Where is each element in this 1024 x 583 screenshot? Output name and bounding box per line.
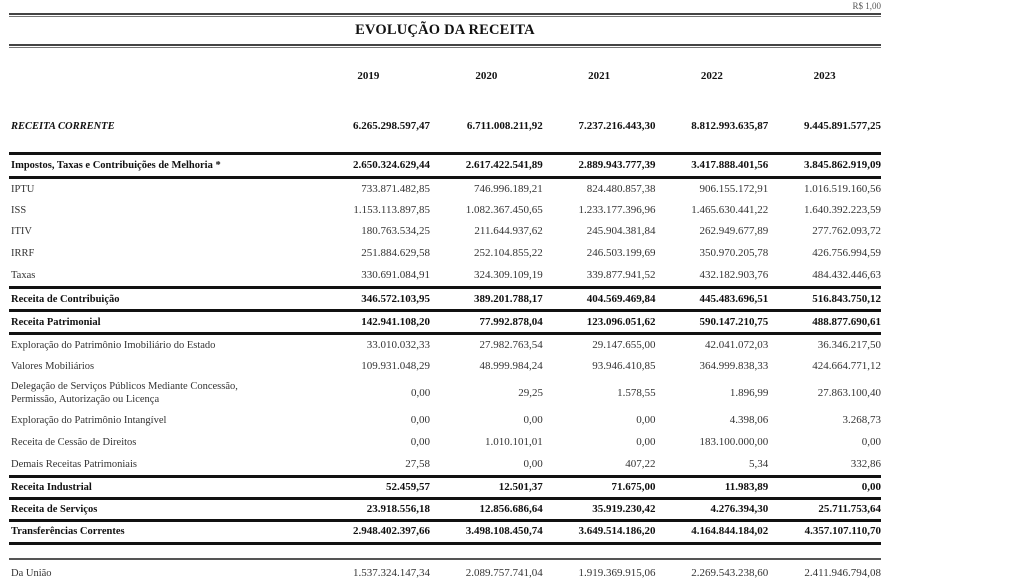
table-row-impostos: Impostos, Taxas e Contribuições de Melhoria * 2.650.324.629,44 2.617.422.541,89 2.889.943.777,39 3.417.888.401,56 3.845.862.919,09 [11, 159, 882, 171]
table-row-da-uniao: Da União 1.537.324.147,34 2.089.757.741,04 1.919.369.915,06 2.269.543.238,60 2.411.946.794,08 [11, 567, 882, 579]
row-label: IRRF [11, 247, 35, 259]
row-label: Receita de Serviços [11, 503, 98, 515]
table-row-receita-patrimonial: Receita Patrimonial 142.941.108,20 77.992.878,04 123.096.051,62 590.147.210,75 488.877.690,61 [11, 316, 882, 328]
row-label: Exploração do Patrimônio Intangível [11, 414, 167, 426]
table-row-irrf: IRRF 251.884.629,58 252.104.855,22 246.503.199,69 350.970.205,78 426.756.994,59 [11, 247, 882, 259]
section-rule [9, 542, 881, 545]
year-header: 2019 [357, 70, 380, 82]
table-row-itiv: ITIV 180.763.534,25 211.644.937,62 245.904.381,84 262.949.677,89 277.762.093,72 [11, 225, 882, 237]
row-label: Delegação de Serviços Públicos Mediante Concessão, Permissão, Autorização ou Licença [11, 381, 238, 405]
row-label: Exploração do Patrimônio Imobiliário do Estado [11, 339, 216, 351]
year-header: 2022 [700, 70, 723, 82]
year-header: 2021 [588, 70, 611, 82]
section-rule [9, 558, 881, 560]
title-double-rule [9, 44, 881, 48]
row-label: Da União [11, 567, 52, 579]
row-label: Receita Industrial [11, 481, 92, 493]
year-header-row [9, 66, 881, 86]
table-row-receita-corrente: RECEITA CORRENTE 6.265.298.597,47 6.711.008.211,92 7.237.216.443,30 8.812.993.635,87 9.445.891.577,25 [11, 120, 882, 132]
row-label: Impostos, Taxas e Contribuições de Melhoria * [11, 159, 221, 171]
table-title: EVOLUÇÃO DA RECEITA [355, 22, 535, 38]
row-label: ITIV [11, 225, 32, 237]
table-row-demais-receitas: Demais Receitas Patrimoniais 27,58 0,00 407,22 5,34 332,86 [11, 458, 882, 470]
row-label: Receita de Cessão de Direitos [11, 436, 137, 448]
table-row-iptu: IPTU 733.871.482,85 746.996.189,21 824.480.857,38 906.155.172,91 1.016.519.160,56 [11, 183, 882, 195]
row-label: Receita de Contribuição [11, 293, 120, 305]
table-row-receita-contribuicao: Receita de Contribuição 346.572.103,95 389.201.788,17 404.569.469,84 445.483.696,51 516.843.750,12 [11, 293, 882, 305]
top-double-rule [9, 13, 881, 17]
row-label: Valores Mobiliários [11, 360, 95, 372]
table-row-taxas: Taxas 330.691.084,91 324.309.109,19 339.877.941,52 432.182.903,76 484.432.446,63 [11, 269, 882, 281]
row-label: Transferências Correntes [11, 525, 125, 537]
table-row-iss: ISS 1.153.113.897,85 1.082.367.450,65 1.233.177.396,96 1.465.630.441,22 1.640.392.223,59 [11, 204, 882, 216]
table-row-transferencias-correntes: Transferências Correntes 2.948.402.397,66 3.498.108.450,74 3.649.514.186,20 4.164.844.184,02 4.357.107.110,70 [11, 525, 882, 537]
table-row-exploracao-imobiliario: Exploração do Patrimônio Imobiliário do Estado 33.010.032,33 27.982.763,54 29.147.655,00 42.041.072,03 36.346.217,50 [11, 339, 882, 351]
currency-unit-label: R$ 1,00 [852, 1, 881, 11]
row-label: RECEITA CORRENTE [11, 120, 115, 132]
row-label: ISS [11, 204, 27, 216]
row-label: Demais Receitas Patrimoniais [11, 458, 137, 470]
table-row-valores-mobiliarios: Valores Mobiliários 109.931.048,29 48.999.984,24 93.946.410,85 364.999.838,33 424.664.771,12 [11, 360, 882, 372]
table-row-exploracao-intangivel: Exploração do Patrimônio Intangível 0,00 0,00 0,00 4.398,06 3.268,73 [11, 414, 882, 426]
year-header: 2023 [813, 70, 836, 82]
table-row-receita-industrial: Receita Industrial 52.459,57 12.501,37 71.675,00 11.983,89 0,00 [11, 481, 882, 493]
row-label: Receita Patrimonial [11, 316, 101, 328]
table-row-receita-servicos: Receita de Serviços 23.918.556,18 12.856.686,64 35.919.230,42 4.276.394,30 25.711.753,64 [11, 503, 882, 515]
table-row-cessao-direitos: Receita de Cessão de Direitos 0,00 1.010.101,01 0,00 183.100.000,00 0,00 [11, 436, 882, 448]
table-row-delegacao-servicos: Delegação de Serviços Públicos Mediante Concessão, Permissão, Autorização ou Licença 0,00 29,25 1.578,55 1.896,99 27.863.100,40 [11, 381, 882, 405]
row-label: Taxas [11, 269, 36, 281]
row-label: IPTU [11, 183, 35, 195]
year-header: 2020 [475, 70, 498, 82]
